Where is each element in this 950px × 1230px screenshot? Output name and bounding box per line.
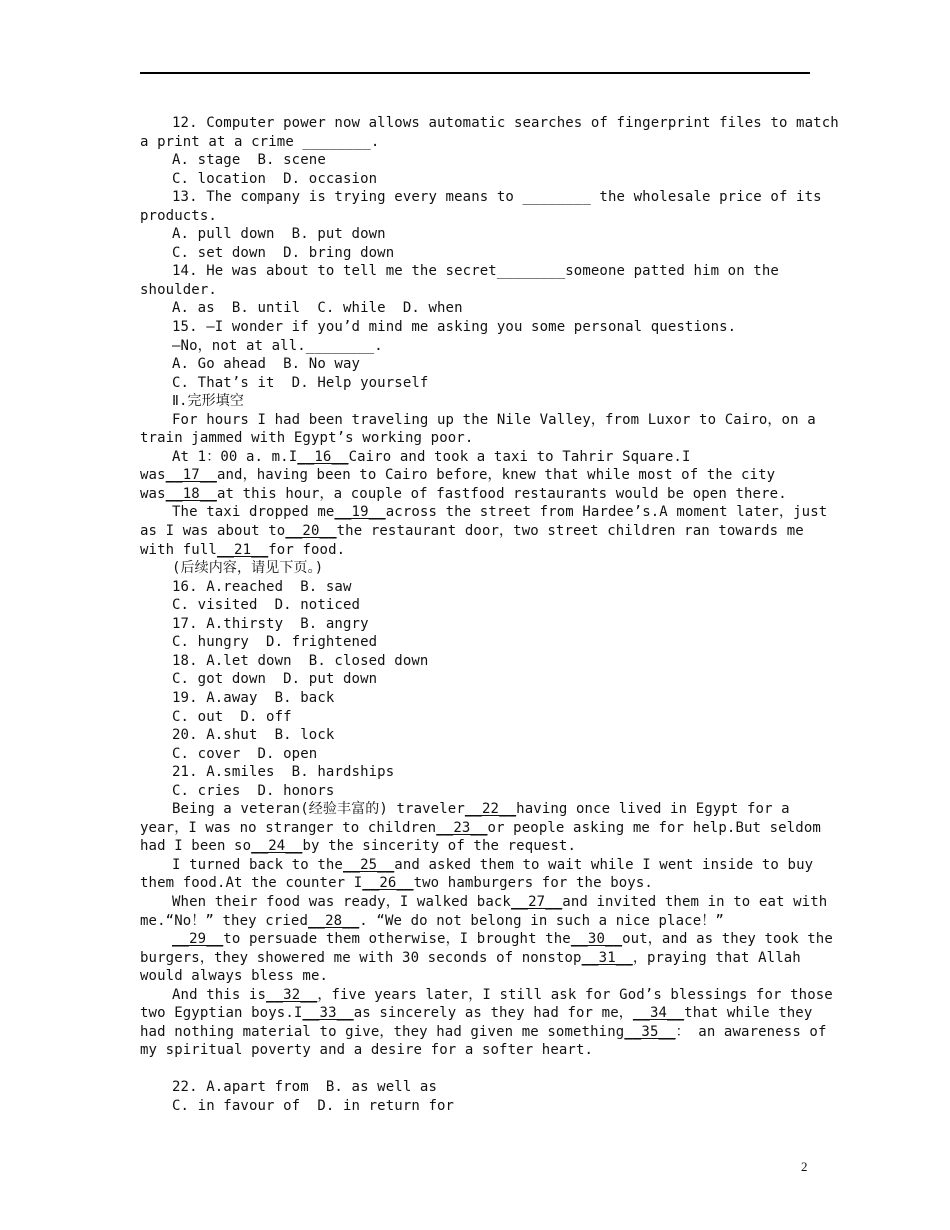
q21-options-cd: C. cries D. honors: [172, 782, 335, 799]
q16-options-cd: C. visited D. noticed: [172, 597, 361, 614]
cloze-blank: __35__: [624, 1023, 676, 1040]
passage-line: Being a veteran(经验丰富的) traveler__22__having once lived in Egypt for a: [172, 801, 790, 818]
q17-options-ab: 17. A.thirsty B. angry: [172, 615, 369, 632]
passage-line: year，I was no stranger to children__23__or people asking me for help.But seldom: [140, 819, 821, 836]
cloze-blank: __26__: [362, 875, 414, 892]
blank-line: [140, 1060, 812, 1079]
passage-line: as I was about to__20__the restaurant door，two street children ran towards me: [140, 523, 804, 540]
q19-options-cd: C. out D. off: [172, 708, 292, 725]
cloze-blank: __34__: [632, 1005, 685, 1022]
q15-line-1: 15. —I wonder if you’d mind me asking you some personal questions.: [172, 319, 737, 336]
q12-options-ab: A. stage B. scene: [172, 152, 326, 169]
passage-line: was__17__and，having been to Cairo before，knew that while most of the city: [140, 467, 776, 484]
exercise-text: [140, 114, 839, 1116]
cloze-blank: __17__: [165, 467, 217, 484]
cloze-blank: __20__: [285, 523, 337, 540]
q22-options-ab: 22. A.apart from B. as well as: [172, 1079, 438, 1096]
passage-line: two Egyptian boys.I__33__as sincerely as they had for me，__34__that while they: [140, 1005, 813, 1022]
q15-options-ab: A. Go ahead B. No way: [172, 356, 361, 373]
q21-options-ab: 21. A.smiles B. hardships: [172, 764, 395, 781]
cloze-blank: __27__: [510, 893, 563, 910]
q14-options: A. as B. until C. while D. when: [172, 300, 463, 317]
continued-note: (后续内容，请见下页。): [172, 560, 324, 577]
passage-line: me.“No！” they cried__28__. “We do not belong in such a nice place！”: [140, 912, 724, 929]
passage-line: my spiritual poverty and a desire for a softer heart.: [140, 1042, 594, 1059]
passage-line: had nothing material to give，they had given me something__35__： an awareness of: [140, 1023, 827, 1040]
section-heading: Ⅱ.完形填空: [172, 393, 245, 410]
cloze-blank: __22__: [464, 801, 517, 818]
passage-line: The taxi dropped me__19__across the street from Hardee’s.A moment later，just: [172, 504, 828, 521]
passage-line: train jammed with Egypt’s working poor.: [140, 430, 474, 447]
q13-line-1: 13. The company is trying every means to ________ the wholesale price of its: [172, 189, 822, 206]
cloze-blank: __28__: [308, 912, 360, 929]
cloze-blank: __19__: [334, 504, 386, 521]
page-number: 2: [801, 1159, 808, 1174]
q22-options-cd: C. in favour of D. in return for: [172, 1097, 455, 1114]
passage-line: I turned back to the__25__and asked them to wait while I went inside to buy: [172, 856, 814, 873]
q20-options-ab: 20. A.shut B. lock: [172, 727, 335, 744]
q12-options-cd: C. location D. occasion: [172, 170, 378, 187]
q12-line-2: a print at a crime ________.: [140, 133, 380, 150]
cloze-blank: __25__: [342, 856, 395, 873]
header-rule: [140, 72, 810, 74]
cloze-blank: __16__: [297, 448, 349, 465]
q13-line-2: products.: [140, 207, 217, 224]
cloze-blank: __29__: [172, 931, 224, 948]
passage-line: At 1：00 a. m.I__16__Cairo and took a taxi to Tahrir Square.I: [172, 448, 691, 465]
q18-options-cd: C. got down D. put down: [172, 671, 378, 688]
passage-line: For hours I had been traveling up the Nile Valley，from Luxor to Cairo，on a: [172, 411, 816, 428]
cloze-blank: __30__: [570, 931, 623, 948]
q19-options-ab: 19. A.away B. back: [172, 689, 335, 706]
q15-options-cd: C. That’s it D. Help yourself: [172, 374, 429, 391]
q14-line-2: shoulder.: [140, 281, 217, 298]
q18-options-ab: 18. A.let down B. closed down: [172, 652, 429, 669]
passage-line: burgers，they showered me with 30 seconds of nonstop__31__，praying that Allah: [140, 949, 801, 966]
passage-line: with full__21__for food.: [140, 541, 346, 558]
cloze-blank: __24__: [251, 838, 303, 855]
cloze-blank: __33__: [302, 1005, 354, 1022]
passage-line: had I been so__24__by the sincerity of the request.: [140, 838, 576, 855]
passage-line: __29__to persuade them otherwise，I brought the__30__out，and as they took the: [172, 931, 833, 948]
q14-line-1: 14. He was about to tell me the secret________someone patted him on the: [172, 263, 779, 280]
cloze-blank: __31__: [581, 949, 633, 966]
q20-options-cd: C. cover D. open: [172, 745, 318, 762]
cloze-blank: __18__: [165, 485, 217, 502]
q13-options-ab: A. pull down B. put down: [172, 226, 386, 243]
cloze-blank: __32__: [266, 986, 318, 1003]
passage-line: would always bless me.: [140, 968, 329, 985]
passage-line: When their food was ready，I walked back__27__and invited them in to eat with: [172, 893, 828, 910]
q16-options-ab: 16. A.reached B. saw: [172, 578, 352, 595]
cloze-blank: __21__: [216, 541, 269, 558]
cloze-blank: __23__: [436, 819, 488, 836]
passage-line: And this is__32__，five years later，I still ask for God’s blessings for those: [172, 986, 833, 1003]
q13-options-cd: C. set down D. bring down: [172, 244, 395, 261]
q12-line-1: 12. Computer power now allows automatic searches of fingerprint files to match: [172, 115, 839, 131]
passage-line: was__18__at this hour，a couple of fastfood restaurants would be open there.: [140, 485, 787, 502]
q17-options-cd: C. hungry D. frightened: [172, 634, 378, 651]
q15-line-2: —No，not at all.________.: [172, 337, 383, 354]
passage-line: them food.At the counter I__26__two hamburgers for the boys.: [140, 875, 653, 892]
